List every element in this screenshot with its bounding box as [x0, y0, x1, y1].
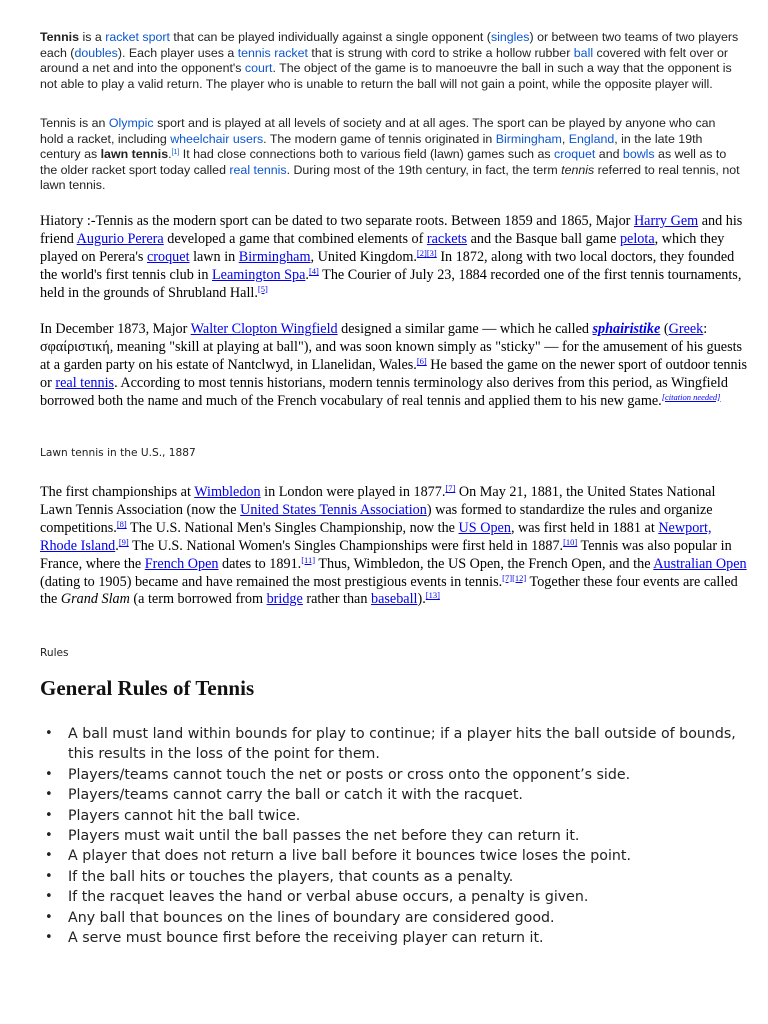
- link-ball[interactable]: ball: [573, 45, 594, 60]
- text: The Courier of July 23, 1884 recorded one of the first tennis tournaments, held in the grounds of Shrubland Hall.: [40, 266, 742, 301]
- text: .: [115, 537, 119, 554]
- text: sport and is played at all levels of society and at all ages. The sport can be played by anyone who can hold a racket, including: [40, 116, 716, 146]
- link-court[interactable]: court: [244, 61, 273, 75]
- history-paragraph-2: [40, 321, 748, 411]
- list-item: • Players cannot hit the ball twice.: [40, 806, 740, 826]
- text: , which they played on Perera's: [40, 230, 725, 265]
- list-item: • Any ball that bounces on the lines of boundary are considered good.: [40, 908, 740, 928]
- citation-link[interactable]: [11]: [301, 554, 316, 565]
- text: . The object of the game is to manoeuvre the ball in such a way that the opponent is not able to play a valid return. The player who is unable to return the ball will not gain a point, while the opposite player will.: [40, 61, 732, 91]
- citation-link[interactable]: [13]: [425, 590, 440, 601]
- text: The U.S. National Women's Singles Championships were first held in 1887.: [128, 537, 564, 554]
- text: On May 21, 1881, the United States National Lawn Tennis Association (now the: [40, 484, 716, 518]
- caption-rules: Rules: [40, 647, 69, 659]
- text: is a: [79, 30, 106, 44]
- link-olympic[interactable]: Olympic: [108, 116, 154, 130]
- citation-link[interactable]: [3]: [426, 247, 437, 258]
- text: In 1872, along with two local doctors, they founded the world's first tennis club in: [40, 248, 735, 283]
- link-harry-gem[interactable]: Harry Gem: [633, 213, 699, 229]
- link-bridge[interactable]: bridge: [266, 591, 303, 608]
- text: : σφαίριστική, meaning "skill at playing at ball"), and was soon known simply as "sticky" — for the amusement of his guests at a garden party on his estate of Nantclwyd, in Llanelidan, Wales.: [40, 321, 743, 373]
- term-lawn-tennis: lawn tennis: [100, 147, 169, 161]
- text: and his friend: [40, 213, 743, 247]
- list-item: • If the ball hits or touches the players, that counts as a penalty.: [40, 867, 740, 887]
- caption-lawn-tennis-1887: Lawn tennis in the U.S., 1887: [40, 447, 196, 459]
- citation-link[interactable]: [4]: [308, 265, 319, 276]
- citation-link[interactable]: [6]: [416, 355, 427, 366]
- list-item: • Players/teams cannot touch the net or posts or cross onto the opponent’s side.: [40, 765, 740, 785]
- text: ) or between two teams of two players each (: [40, 30, 739, 60]
- list-item: • Players/teams cannot carry the ball or catch it with the racquet.: [40, 785, 740, 805]
- text: Tennis was also popular in France, where the: [40, 537, 732, 572]
- text: .: [168, 147, 172, 161]
- citation-needed-link[interactable]: [citation needed]: [661, 391, 721, 402]
- list-item: • Players must wait until the ball passes the net before they can return it.: [40, 826, 740, 846]
- text: . According to most tennis historians, modern tennis terminology also derives from this period, as Wingfield borrowed both the name and much of the French vocabulary of real tennis and applied them to his new game.: [40, 374, 728, 409]
- text: (: [660, 321, 669, 337]
- text: , was first held in 1881 at: [510, 519, 659, 536]
- text: lawn in: [189, 248, 239, 265]
- text: covered with felt over or around a net and into the opponent's: [40, 45, 729, 75]
- term-tennis: Tennis: [40, 30, 80, 44]
- text: and the Basque ball game: [467, 230, 620, 247]
- rules-list: [40, 724, 740, 948]
- text: Thus, Wimbledon, the US Open, the French Open, and the: [315, 555, 654, 572]
- citation-link[interactable]: [1]: [171, 149, 180, 156]
- link-birmingham[interactable]: Birmingham: [495, 131, 562, 146]
- text: (dating to 1905) became and have remained the most prestigious events in tennis.: [40, 573, 503, 590]
- text: The U.S. National Men's Singles Championship, now the: [126, 519, 459, 536]
- term-grand-slam: Grand Slam: [60, 591, 130, 608]
- link-racket-sport[interactable]: racket sport: [105, 30, 170, 44]
- text: (a term borrowed from: [129, 591, 267, 608]
- link-baseball[interactable]: baseball: [370, 591, 418, 608]
- link-augurio-perera[interactable]: Augurio Perera: [76, 230, 164, 247]
- citation-link[interactable]: [7]: [502, 572, 513, 583]
- text: . The modern game of tennis originated in: [263, 131, 496, 146]
- text: developed a game that combined elements of: [163, 230, 427, 247]
- text: ,: [561, 131, 569, 146]
- list-item: • A player that does not return a live ball before it bounces twice loses the point.: [40, 846, 740, 866]
- text: that is strung with cord to strike a hollow rubber: [307, 45, 574, 60]
- text: , in the late 19th century as: [40, 131, 703, 161]
- text: Together these four events are called the: [40, 573, 738, 608]
- link-wimbledon[interactable]: Wimbledon: [194, 484, 261, 500]
- text: ).: [417, 591, 426, 608]
- text: in London were played in 1877.: [260, 484, 446, 500]
- text: and: [595, 147, 623, 161]
- link-bowls[interactable]: bowls: [622, 147, 655, 161]
- text: The first championships at: [40, 484, 195, 500]
- text: rather than: [302, 591, 371, 608]
- text: Hiatory :-Tennis as the modern sport can be dated to two separate roots. Between 1859 and 1865, Major: [40, 213, 634, 229]
- list-item: • A serve must bounce first before the receiving player can return it.: [40, 928, 740, 948]
- link-us-open[interactable]: US Open: [458, 519, 511, 536]
- text: designed a similar game — which he called: [337, 321, 593, 337]
- citation-link[interactable]: [8]: [116, 518, 127, 529]
- history-paragraph-1: [40, 213, 748, 303]
- citation-link[interactable]: [5]: [257, 283, 268, 294]
- text: , United Kingdom.: [310, 248, 417, 265]
- link-french-open[interactable]: French Open: [144, 555, 219, 572]
- text: It had close connections both to various field (lawn) games such as: [179, 147, 555, 161]
- link-sphairistike[interactable]: sphairistike: [592, 321, 661, 337]
- link-pelota[interactable]: pelota: [619, 230, 655, 247]
- link-greek[interactable]: Greek: [668, 321, 704, 337]
- rules-heading: General Rules of Tennis: [40, 676, 255, 700]
- text: He based the game on the newer sport of outdoor tennis or: [40, 356, 748, 391]
- link-wheelchair-users[interactable]: wheelchair users: [170, 131, 264, 146]
- term-tennis-italic: tennis: [561, 162, 595, 177]
- link-rackets[interactable]: rackets: [426, 230, 468, 247]
- text: ). Each player uses a: [117, 45, 238, 60]
- link-usta[interactable]: United States Tennis Association: [240, 501, 427, 518]
- link-croquet[interactable]: croquet: [554, 147, 596, 161]
- citation-link[interactable]: [9]: [118, 536, 129, 547]
- text: dates to 1891.: [218, 555, 302, 572]
- link-leamington-spa[interactable]: Leamington Spa: [212, 266, 306, 283]
- list-item: • A ball must land within bounds for play to continue; if a player hits the ball outside of bounds, this results in the loss of the point for them.: [40, 724, 740, 765]
- text: as well as to the older racket sport today called: [40, 147, 727, 177]
- text: Tennis is an: [40, 116, 109, 130]
- championships-paragraph: [40, 484, 748, 609]
- citation-link[interactable]: [7]: [445, 483, 456, 493]
- text: . During most of the 19th century, in fact, the term: [286, 162, 562, 177]
- text: In December 1873, Major: [40, 321, 191, 337]
- list-item: • If the racquet leaves the hand or verbal abuse occurs, a penalty is given.: [40, 887, 740, 907]
- link-singles[interactable]: singles: [490, 30, 530, 44]
- link-tennis-racket[interactable]: tennis racket: [237, 45, 308, 60]
- citation-link[interactable]: [12]: [512, 572, 527, 583]
- citation-link[interactable]: [10]: [563, 536, 578, 547]
- link-wingfield[interactable]: Walter Clopton Wingfield: [190, 321, 338, 337]
- text: referred to real tennis, not lawn tennis.: [40, 162, 740, 192]
- intro-paragraph-1: [40, 30, 740, 92]
- link-croquet[interactable]: croquet: [146, 248, 190, 265]
- link-newport[interactable]: Newport, Rhode Island: [40, 519, 712, 554]
- intro-paragraph-2: [40, 116, 740, 194]
- text: that can be played individually against a single opponent (: [169, 30, 491, 44]
- citation-link[interactable]: [2]: [416, 247, 427, 258]
- link-doubles[interactable]: doubles: [74, 45, 118, 60]
- text: ) was formed to standardize the rules and organize competitions.: [40, 501, 713, 536]
- link-real-tennis[interactable]: real tennis: [55, 374, 115, 391]
- link-australian-open[interactable]: Australian Open: [653, 555, 747, 572]
- text: .: [305, 266, 309, 283]
- link-england[interactable]: England: [568, 131, 615, 146]
- link-birmingham[interactable]: Birmingham: [238, 248, 311, 265]
- link-real-tennis[interactable]: real tennis: [229, 162, 287, 177]
